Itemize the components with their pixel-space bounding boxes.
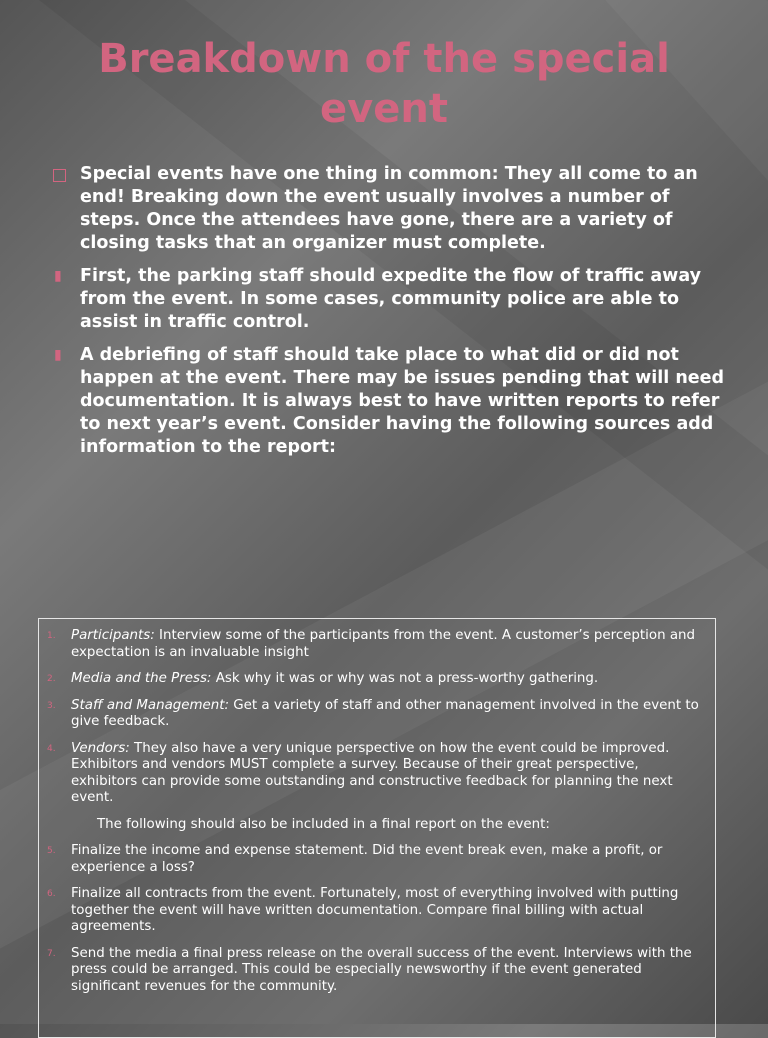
- item-body: They also have a very unique perspective on how the event could be improved. Exhibitors and vendors MUST complete a survey. Because of their great perspective, exhibitors can provide some outstanding and constructive feedback for planning the next event.: [71, 740, 673, 805]
- item-number: 1.: [47, 631, 56, 641]
- item-text: Finalize all contracts from the event. Fortunately, most of everything involved with putting together the event will have written documentation. Compare final billing with actual agreements.: [71, 886, 679, 934]
- list-item: [47, 946, 707, 996]
- numbered-list: [47, 628, 707, 1005]
- list-item: [47, 671, 707, 688]
- item-label: Participants:: [71, 628, 155, 643]
- item-number: 5.: [47, 846, 56, 856]
- item-text: Send the media a final press release on the overall success of the event. Interviews with the press could be arranged. This could be especially newsworthy if the event generated significant revenues for the community.: [71, 945, 692, 994]
- item-label: Vendors:: [71, 740, 130, 756]
- section-note: The following should also be included in a final report on the event:: [97, 816, 550, 832]
- item-text: Finalize the income and expense statement. Did the event break even, make a profit, or experience a loss?: [71, 843, 663, 875]
- bullet-icon: ▮: [54, 347, 62, 363]
- list-item: [47, 886, 707, 936]
- bullet-text: A debriefing of staff should take place to what did or did not happen at the event. There may be issues pending that will need documentation. It is always best to have written reports to refer to next year’s event. Consider having the following sources add information to the report:: [80, 345, 725, 457]
- list-item: [47, 698, 707, 731]
- bullet-item: [50, 344, 730, 459]
- bullet-text: First, the parking staff should expedite the flow of traffic away from the event. In some cases, community police are able to assist in traffic control.: [80, 266, 702, 332]
- checkbox-icon: [53, 169, 66, 182]
- sources-panel: [38, 618, 716, 1038]
- item-body: Ask why it was or why was not a press-worthy gathering.: [211, 671, 599, 686]
- item-label: Staff and Management:: [71, 697, 230, 713]
- bullet-text: Special events have one thing in common: They all come to an end! Breaking down the event usually involves a number of steps. Once the attendees have gone, there are a variety of closing tasks that an organizer must complete.: [80, 164, 698, 253]
- bullet-list: [50, 163, 730, 469]
- item-text: [71, 698, 707, 731]
- item-number: 4.: [47, 743, 56, 754]
- item-number: 2.: [47, 674, 56, 684]
- list-item: [47, 741, 707, 807]
- item-number: 7.: [47, 948, 56, 959]
- item-body: Get a variety of staff and other management involved in the event to give feedback.: [71, 697, 699, 729]
- list-item: [47, 628, 707, 661]
- item-label: Media and the Press:: [71, 671, 212, 686]
- slide-title: Breakdown of the special event: [98, 36, 670, 132]
- bullet-item: [50, 265, 730, 334]
- item-text: [71, 671, 707, 688]
- item-number: 6.: [47, 889, 56, 899]
- list-item: [47, 843, 707, 876]
- item-text: [71, 628, 707, 661]
- item-body: Interview some of the participants from the event. A customer’s perception and expectation is an invaluable insight: [71, 628, 696, 660]
- item-number: 3.: [47, 700, 56, 711]
- bullet-item: [50, 163, 730, 255]
- bullet-icon: ▮: [54, 268, 62, 284]
- item-text: [71, 741, 707, 807]
